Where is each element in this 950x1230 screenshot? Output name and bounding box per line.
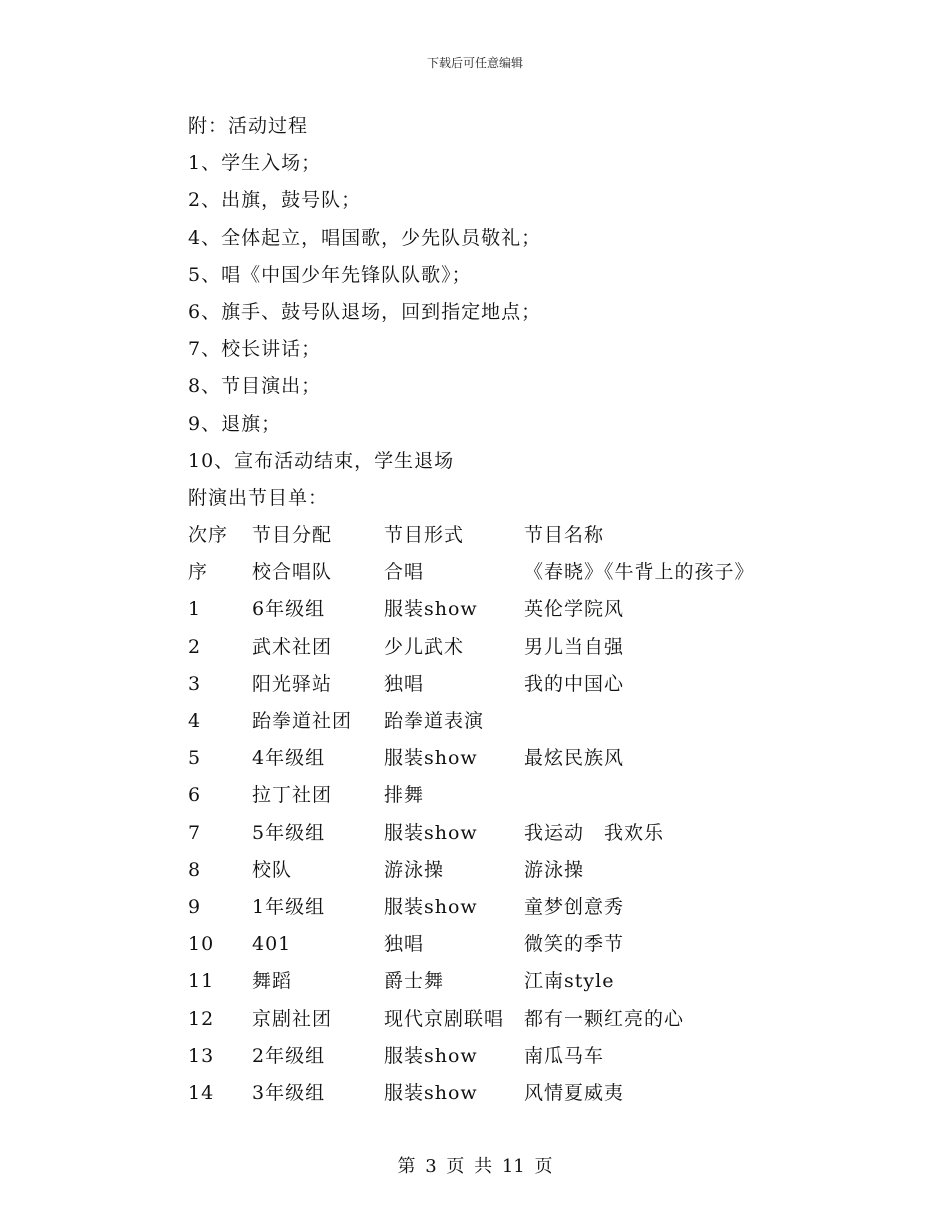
cell-order: 10	[188, 933, 215, 956]
cell-assignment: 5年级组	[252, 821, 326, 844]
program-table	[188, 554, 828, 1112]
table-row	[188, 629, 828, 666]
cell-name: 我的中国心	[524, 672, 625, 695]
section-title: 附：活动过程	[188, 115, 309, 137]
cell-order: 3	[188, 672, 202, 695]
table-row	[188, 926, 828, 963]
cell-form: 服装show	[384, 895, 478, 918]
table-row	[188, 1075, 828, 1112]
activity-step: 1、学生入场；	[188, 152, 322, 175]
table-row	[188, 740, 828, 777]
cell-form: 跆拳道表演	[384, 710, 485, 732]
cell-form: 服装show	[384, 747, 478, 770]
table-row	[188, 554, 828, 591]
cell-form: 独唱	[384, 933, 425, 956]
cell-order: 12	[188, 1007, 215, 1030]
cell-name: 男儿当自强	[524, 635, 625, 658]
cell-assignment: 4年级组	[252, 747, 326, 770]
cell-name: 《春晓》《牛背上的孩子》	[524, 561, 755, 584]
activity-step: 9、退旗；	[188, 412, 282, 435]
cell-assignment: 6年级组	[252, 598, 326, 621]
header-assignment: 节目分配	[252, 524, 333, 547]
activity-step: 7、校长讲话；	[188, 338, 322, 361]
cell-order: 14	[188, 1081, 215, 1104]
program-title: 附演出节目单：	[188, 486, 329, 509]
header-order: 次序	[188, 524, 229, 547]
cell-order: 7	[188, 821, 202, 844]
activity-step: 6、旗手、鼓号队退场，回到指定地点；	[188, 300, 542, 323]
cell-form: 游泳操	[384, 858, 445, 881]
cell-form: 服装show	[384, 821, 478, 844]
cell-order: 8	[188, 858, 202, 881]
table-row	[188, 703, 828, 740]
cell-order: 13	[188, 1044, 215, 1067]
table-row	[188, 815, 828, 852]
cell-form: 独唱	[384, 672, 425, 695]
cell-name: 游泳操	[524, 858, 585, 881]
cell-name: 童梦创意秀	[524, 895, 625, 918]
cell-name: 英伦学院风	[524, 598, 625, 621]
cell-form: 排舞	[384, 784, 425, 807]
cell-form: 服装show	[384, 1081, 478, 1104]
table-row	[188, 889, 828, 926]
table-row	[188, 591, 828, 628]
cell-order: 序	[188, 561, 209, 584]
cell-assignment: 校队	[252, 858, 293, 881]
table-row	[188, 852, 828, 889]
cell-assignment: 401	[252, 933, 292, 956]
cell-form: 现代京剧联唱	[384, 1007, 505, 1030]
cell-name: 风情夏威夷	[524, 1081, 625, 1104]
activity-step: 10、宣布活动结束，学生退场	[188, 449, 455, 472]
cell-assignment: 3年级组	[252, 1081, 326, 1104]
cell-form: 服装show	[384, 598, 478, 621]
cell-order: 5	[188, 747, 202, 770]
cell-assignment: 京剧社团	[252, 1007, 333, 1030]
cell-form: 少儿武术	[384, 635, 465, 658]
activity-step: 5、唱《中国少年先锋队队歌》；	[188, 263, 472, 286]
cell-assignment: 跆拳道社团	[252, 710, 353, 732]
cell-assignment: 2年级组	[252, 1044, 326, 1067]
cell-order: 6	[188, 784, 202, 807]
cell-name: 我运动 我欢乐	[524, 821, 665, 844]
cell-name: 南瓜马车	[524, 1044, 605, 1067]
table-row	[188, 1001, 828, 1038]
table-row	[188, 1038, 828, 1075]
cell-order: 4	[188, 710, 202, 732]
cell-assignment: 舞蹈	[252, 970, 293, 993]
activity-step: 8、节目演出；	[188, 375, 322, 398]
activity-steps	[188, 145, 828, 480]
cell-assignment: 1年级组	[252, 895, 326, 918]
cell-form: 服装show	[384, 1044, 478, 1067]
cell-order: 1	[188, 598, 202, 621]
activity-step: 4、全体起立，唱国歌，少先队员敬礼；	[188, 226, 542, 249]
cell-order: 2	[188, 635, 202, 658]
table-row	[188, 777, 828, 814]
document-body	[188, 108, 828, 1112]
cell-assignment: 武术社团	[252, 635, 333, 658]
cell-name: 微笑的季节	[524, 933, 625, 956]
cell-assignment: 校合唱队	[252, 561, 333, 584]
cell-form: 合唱	[384, 561, 425, 584]
cell-name: 都有一颗红亮的心	[524, 1007, 685, 1030]
header-form: 节目形式	[384, 524, 465, 547]
activity-step: 2、出旗，鼓号队；	[188, 189, 362, 212]
cell-assignment: 阳光驿站	[252, 672, 333, 695]
cell-name: 最炫民族风	[524, 747, 625, 770]
cell-order: 9	[188, 895, 202, 918]
table-row	[188, 963, 828, 1000]
cell-order: 11	[188, 970, 215, 993]
cell-form: 爵士舞	[384, 970, 445, 993]
page-footer: 第 3 页 共 11 页	[397, 1156, 553, 1177]
table-header	[188, 517, 828, 554]
cell-assignment: 拉丁社团	[252, 784, 333, 807]
header-name: 节目名称	[524, 524, 605, 547]
table-row	[188, 666, 828, 703]
page-header: 下载后可任意编辑	[426, 56, 523, 70]
cell-name: 江南style	[524, 970, 615, 993]
